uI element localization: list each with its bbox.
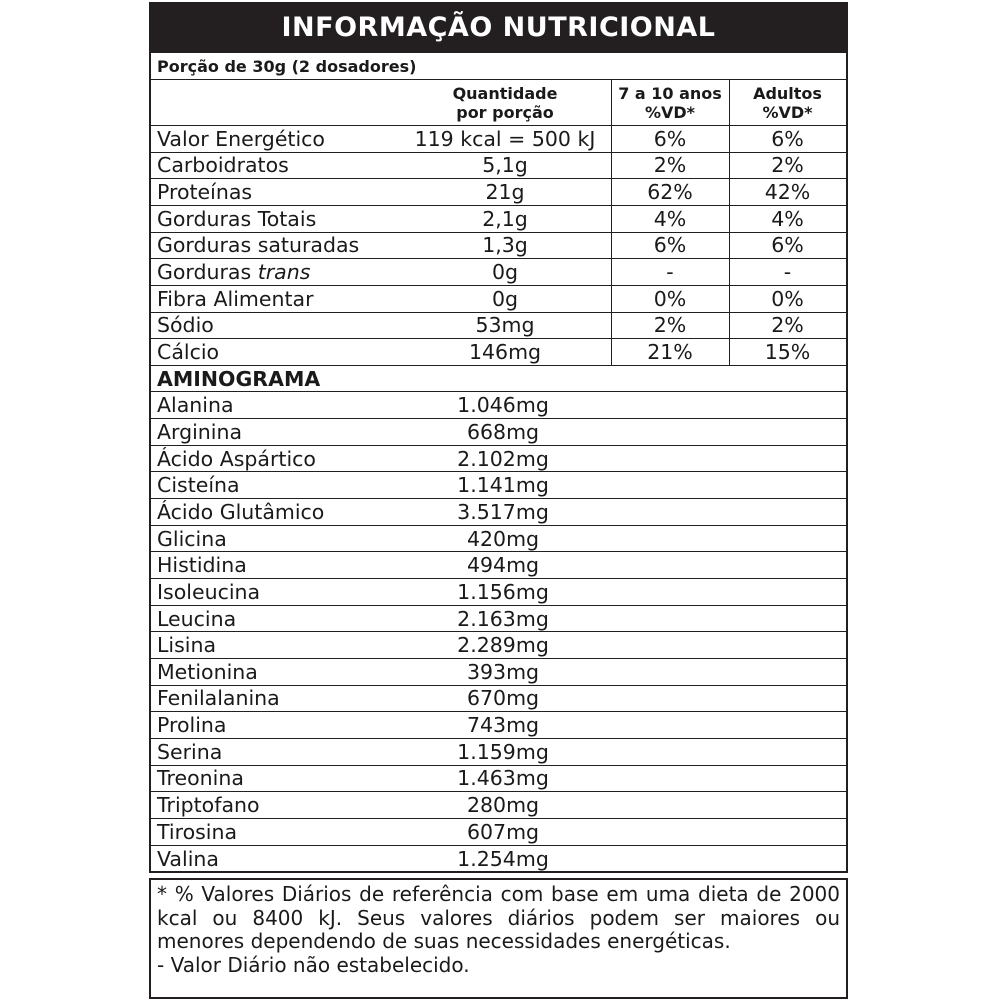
nutrient-vd-kids: 21% xyxy=(647,340,693,364)
amino-row xyxy=(151,766,846,793)
nutrient-row xyxy=(151,233,846,260)
amino-name: Isoleucina xyxy=(157,579,261,604)
nutrient-vd-kids: 62% xyxy=(647,180,693,205)
nutrient-name xyxy=(157,259,310,285)
nutrient-quantity: 0g xyxy=(491,260,519,285)
amino-quantity: 2.163mg xyxy=(457,606,549,631)
nutrient-quantity: 1,3g xyxy=(482,233,528,258)
column-header-row xyxy=(151,80,846,126)
amino-name: Arginina xyxy=(157,419,243,444)
amino-quantity: 420mg xyxy=(466,526,540,551)
nutrition-facts-panel xyxy=(149,0,848,999)
amino-row xyxy=(151,446,846,473)
amino-row xyxy=(151,393,846,420)
nutrient-row xyxy=(151,206,846,233)
nutrient-name: Gorduras Totais xyxy=(157,206,317,231)
nutrient-name: Fibra Alimentar xyxy=(157,286,314,311)
nutrient-name: Carboidratos xyxy=(157,153,289,178)
amino-name: Leucina xyxy=(157,606,237,631)
amino-row xyxy=(151,579,846,606)
amino-quantity: 607mg xyxy=(466,819,540,844)
nutrient-name-italic: trans xyxy=(257,260,311,285)
nutrient-row xyxy=(151,286,846,313)
nutrient-quantity: 119 kcal = 500 kJ xyxy=(414,126,596,151)
amino-name: Serina xyxy=(157,739,223,764)
amino-row xyxy=(151,739,846,766)
amino-row xyxy=(151,686,846,713)
nutrient-vd-adults: 42% xyxy=(764,180,811,205)
amino-row xyxy=(151,792,846,819)
aminogram-header-row xyxy=(151,366,846,393)
nutrient-vd-kids: 4% xyxy=(653,206,687,231)
amino-quantity: 494mg xyxy=(466,553,540,578)
amino-row xyxy=(151,632,846,659)
nutrient-name: Gorduras saturadas xyxy=(157,233,360,258)
nutrient-vd-kids: - xyxy=(666,260,674,285)
amino-row xyxy=(151,552,846,579)
amino-row xyxy=(151,472,846,499)
nutrient-name: Proteínas xyxy=(157,180,253,205)
nutrient-row xyxy=(151,179,846,206)
nutrient-row xyxy=(151,153,846,180)
amino-quantity: 2.102mg xyxy=(457,446,549,471)
amino-row xyxy=(151,712,846,739)
nutrient-row xyxy=(151,339,846,366)
nutrient-name-prefix: Gorduras xyxy=(157,260,258,285)
kids-header: 7 a 10 anos %VD* xyxy=(618,83,722,122)
nutrient-vd-adults: 4% xyxy=(771,206,804,231)
amino-quantity: 1.463mg xyxy=(457,766,549,791)
amino-quantity: 1.156mg xyxy=(457,579,549,604)
nutrient-quantity: 5,1g xyxy=(482,153,528,178)
aminogram-title: AMINOGRAMA xyxy=(157,366,321,391)
nutrient-quantity: 0g xyxy=(491,286,519,311)
nutrient-quantity: 53mg xyxy=(475,313,535,338)
portion-row xyxy=(151,53,846,80)
nutrient-vd-adults: 15% xyxy=(764,340,811,364)
nutrient-vd-kids: 2% xyxy=(653,313,687,338)
amino-quantity: 280mg xyxy=(466,793,540,818)
nutrition-table xyxy=(149,53,848,873)
footnote-not-established: - Valor Diário não estabelecido. xyxy=(157,952,470,977)
amino-quantity: 1.141mg xyxy=(457,473,549,498)
amino-quantity: 2.289mg xyxy=(457,633,549,658)
nutrient-row xyxy=(151,259,846,286)
nutrient-quantity: 146mg xyxy=(468,340,542,364)
amino-name: Ácido Glutâmico xyxy=(157,499,325,524)
amino-name: Cisteína xyxy=(157,473,240,498)
nutrient-vd-adults: 6% xyxy=(771,126,804,151)
amino-name: Glicina xyxy=(157,526,227,551)
panel-title: INFORMAÇÃO NUTRICIONAL xyxy=(281,12,716,43)
qty-header: Quantidade por porção xyxy=(452,83,558,122)
nutrient-vd-adults: 6% xyxy=(771,233,804,258)
nutrient-name: Cálcio xyxy=(157,340,220,364)
nutrient-quantity: 2,1g xyxy=(482,206,528,231)
nutrient-row xyxy=(151,126,846,153)
amino-row xyxy=(151,846,846,873)
nutrient-vd-kids: 6% xyxy=(653,126,687,151)
amino-name: Lisina xyxy=(157,633,217,658)
amino-quantity: 1.159mg xyxy=(457,739,549,764)
amino-row xyxy=(151,606,846,633)
amino-name: Valina xyxy=(157,846,219,871)
amino-row xyxy=(151,819,846,846)
nutrient-row xyxy=(151,313,846,340)
amino-name: Triptofano xyxy=(157,793,260,818)
amino-name: Tirosina xyxy=(157,819,238,844)
amino-name: Prolina xyxy=(157,713,227,738)
footnote-reference: * % Valores Diários de referência com base em uma dieta de 2000 kcal ou 8400 kJ. Seus valores diários podem ser maiores ou menores dependendo de suas necessidades energéticas. xyxy=(157,882,840,953)
amino-name: Alanina xyxy=(157,393,234,418)
amino-quantity: 1.046mg xyxy=(457,393,549,418)
nutrient-vd-kids: 2% xyxy=(653,153,687,178)
amino-name: Fenilalanina xyxy=(157,686,280,711)
amino-row xyxy=(151,526,846,553)
title-bar xyxy=(149,2,848,53)
nutrient-vd-adults: 2% xyxy=(771,313,804,338)
nutrient-name: Sódio xyxy=(157,313,214,338)
amino-name: Metionina xyxy=(157,659,258,684)
amino-row xyxy=(151,499,846,526)
amino-quantity: 3.517mg xyxy=(457,499,549,524)
nutrient-vd-adults: 2% xyxy=(771,153,804,178)
portion-label: Porção de 30g (2 dosadores) xyxy=(157,56,417,76)
nutrient-vd-adults: - xyxy=(783,260,792,285)
nutrient-vd-kids: 0% xyxy=(653,286,687,311)
amino-row xyxy=(151,419,846,446)
amino-quantity: 1.254mg xyxy=(457,846,549,871)
nutrient-quantity: 21g xyxy=(485,180,525,205)
nutrient-vd-kids: 6% xyxy=(653,233,687,258)
nutrient-vd-adults: 0% xyxy=(771,286,804,311)
amino-name: Histidina xyxy=(157,553,247,578)
amino-quantity: 670mg xyxy=(466,686,540,711)
amino-quantity: 393mg xyxy=(466,659,540,684)
amino-quantity: 668mg xyxy=(466,419,540,444)
amino-quantity: 743mg xyxy=(466,713,540,738)
amino-name: Treonina xyxy=(157,766,244,791)
footnote xyxy=(149,878,848,999)
amino-name: Ácido Aspártico xyxy=(157,446,316,471)
adults-header: Adultos %VD* xyxy=(753,83,822,122)
nutrient-name: Valor Energético xyxy=(157,126,325,151)
amino-row xyxy=(151,659,846,686)
